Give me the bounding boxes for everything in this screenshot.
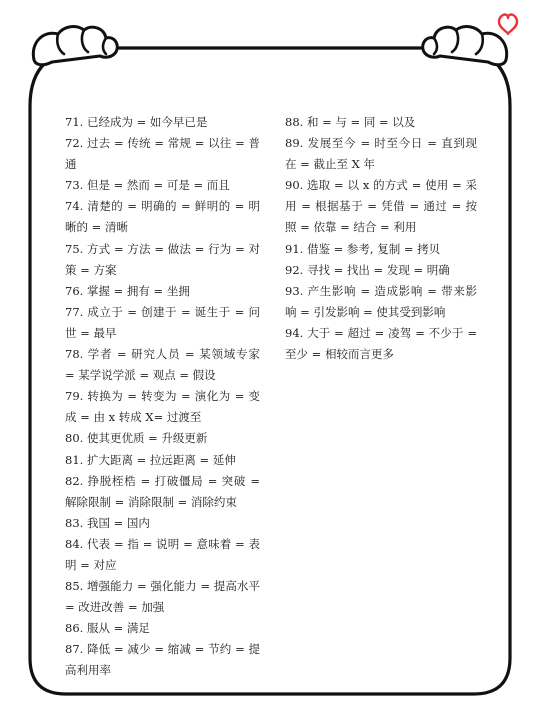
entry-94: 94. 大于 = 超过 = 凌驾 = 不少于 = 至少 = 相较而言更多 — [285, 325, 477, 362]
entry-74: 74. 清楚的 = 明确的 = 鲜明的 = 明晰的 = 清晰 — [65, 199, 260, 235]
left-column — [65, 112, 260, 682]
entry-72: 72. 过去 = 传统 = 常规 = 以往 = 普通 — [65, 136, 260, 172]
entry-79: 79. 转换为 = 转变为 = 演化为 = 变成 = 由 x 转成 X= 过渡至 — [65, 389, 260, 425]
entry-84: 84. 代表 = 指 = 说明 = 意味着 = 表明 = 对应 — [65, 536, 260, 572]
entry-91: 91. 借鉴 = 参考, 复制 = 拷贝 — [285, 241, 441, 256]
entry-76: 76. 掌握 = 拥有 = 坐拥 — [65, 283, 190, 298]
entry-80: 80. 使其更优质 = 升级更新 — [65, 431, 208, 446]
entry-81: 81. 扩大距离 = 拉远距离 = 延伸 — [65, 452, 236, 467]
entry-89: 89. 发展至今 = 时至今日 = 直到现在 = 截止至 X 年 — [285, 136, 477, 172]
entry-92: 92. 寻找 = 找出 = 发现 = 明确 — [285, 262, 450, 277]
entry-75: 75. 方式 = 方法 = 做法 = 行为 = 对策 = 方案 — [65, 241, 260, 277]
entry-86: 86. 服从 = 满足 — [65, 621, 150, 636]
entry-73: 73. 但是 = 然而 = 可是 = 而且 — [65, 178, 230, 193]
entry-77: 77. 成立于 = 创建于 = 诞生于 = 问世 = 最早 — [65, 304, 260, 340]
right-column — [285, 112, 477, 365]
entry-83: 83. 我国 = 国内 — [65, 515, 150, 530]
entry-87: 87. 降低 = 减少 = 缩减 = 节约 = 提高利用率 — [65, 642, 260, 678]
entry-71: 71. 已经成为 = 如今早已是 — [65, 115, 208, 129]
entry-93: 93. 产生影响 = 造成影响 = 带来影响 = 引发影响 = 使其受到影响 — [285, 283, 477, 319]
entry-78: 78. 学者 = 研究人员 = 某领域专家 = 某学说学派 = 观点 = 假设 — [65, 347, 260, 383]
entry-90: 90. 选取 = 以 x 的方式 = 使用 = 采用 = 根据基于 = 凭借 = 通过 = 按照 = 依靠 = 结合 = 利用 — [285, 178, 477, 235]
entry-85: 85. 增强能力 = 强化能力 = 提高水平 = 改进改善 = 加强 — [65, 579, 260, 615]
heart-icon — [499, 15, 517, 34]
entry-88: 88. 和 = 与 = 同 = 以及 — [285, 115, 416, 129]
entry-82: 82. 挣脱桎梏 = 打破僵局 = 突破 = 解除限制 = 消除限制 = 消除约束 — [65, 473, 260, 509]
